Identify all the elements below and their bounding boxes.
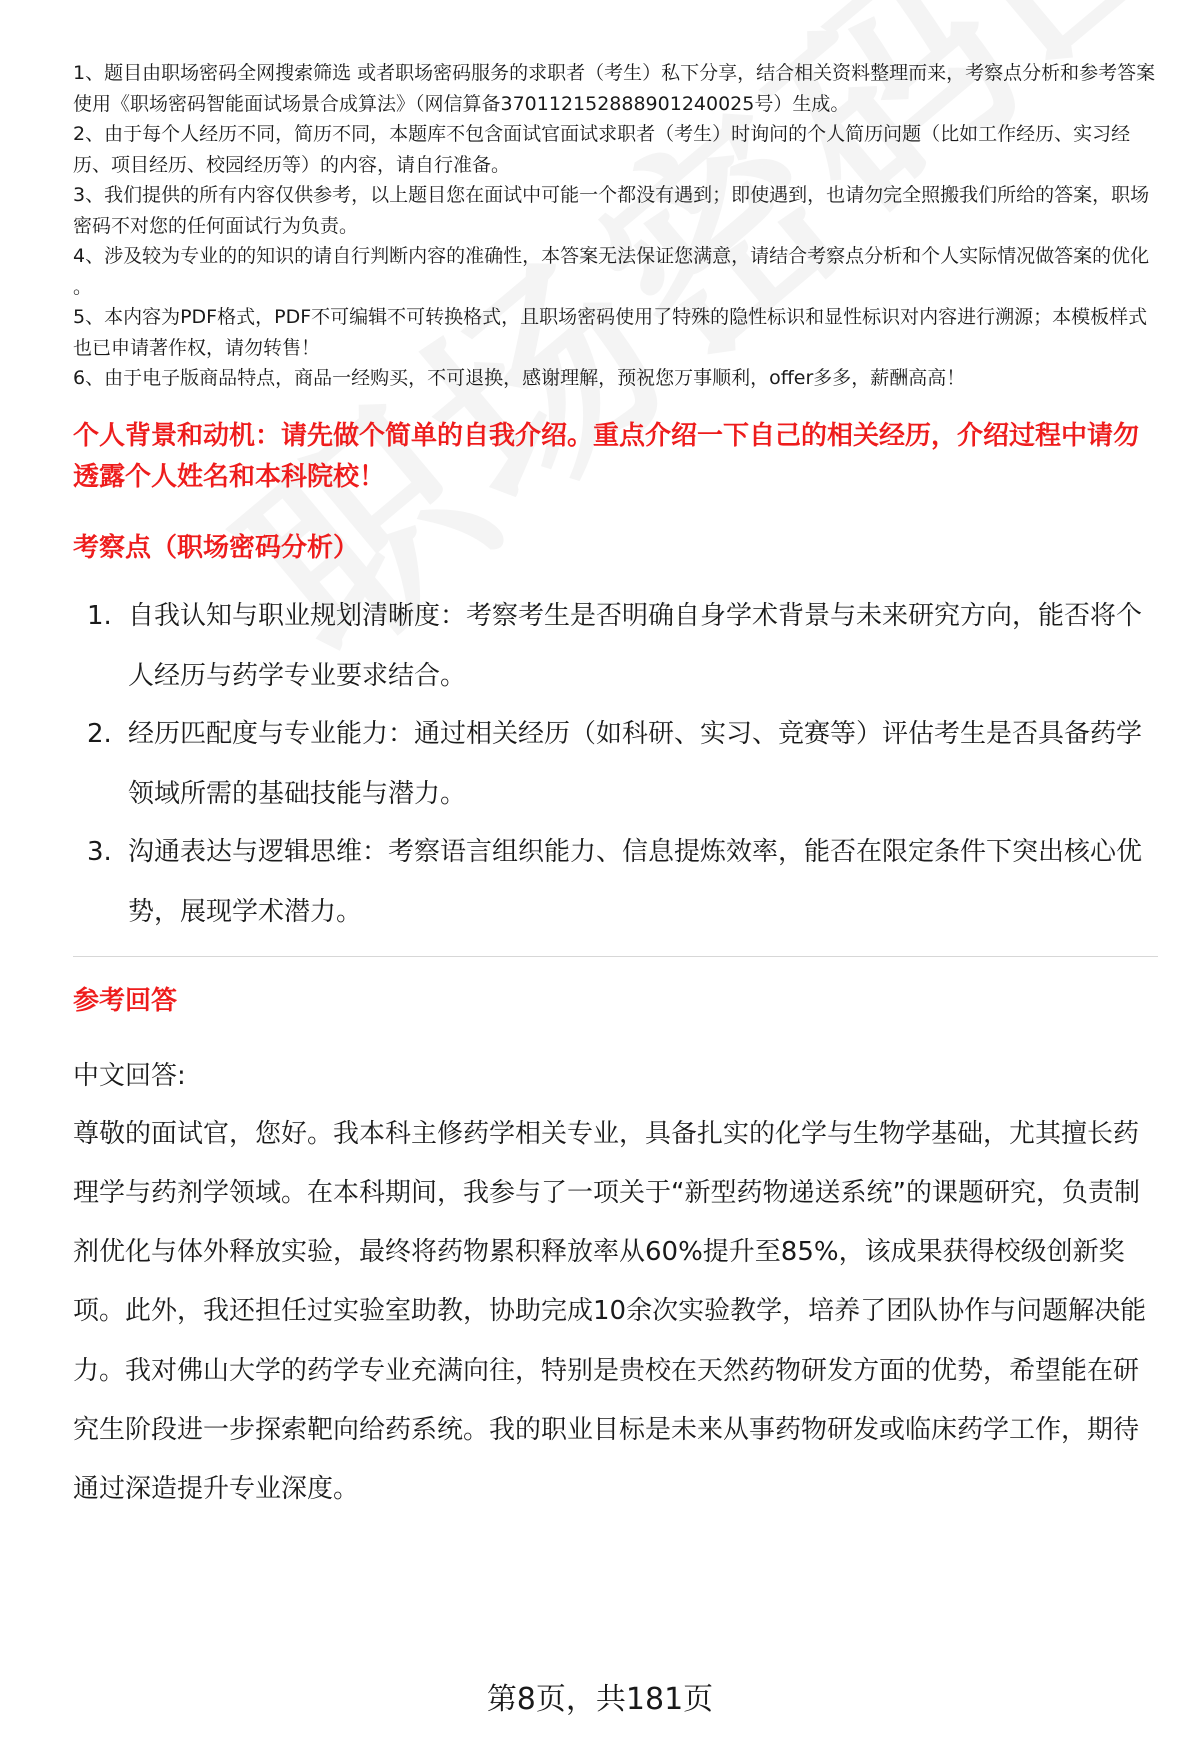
disclaimer-block (73, 58, 1158, 394)
point-item (73, 822, 1158, 942)
question-title: 个人背景和动机：请先做个简单的自我介绍。重点介绍一下自己的相关经历，介绍过程中请勿透露个人姓名和本科院校！ (73, 420, 1140, 492)
disclaimer-item: 3、我们提供的所有内容仅供参考，以上题目您在面试中可能一个都没有遇到；即使遇到，也请勿完全照搬我们所给的答案，职场密码不对您的任何面试行为负责。 (73, 184, 1150, 237)
answer-heading: 参考回答 (73, 985, 178, 1016)
points-heading: 考察点（职场密码分析） (73, 532, 360, 563)
section-divider (73, 956, 1158, 957)
point-number: 1. (87, 600, 112, 631)
point-item (73, 704, 1158, 824)
disclaimer-item: 4、涉及较为专业的的知识的请自行判断内容的准确性，本答案无法保证您满意，请结合考察点分析和个人实际情况做答案的优化 。 (73, 245, 1150, 298)
page-footer: 第8页，共181页 (486, 1682, 714, 1717)
point-number: 2. (87, 718, 112, 749)
disclaimer-item: 1、题目由职场密码全网搜索筛选 或者职场密码服务的求职者（考生）私下分享，结合相关资料整理而来，考察点分析和参考答案使用《职场密码智能面试场景合成算法》（网信算备370112152888901240025号）生成。 (73, 62, 1156, 115)
point-number: 3. (87, 836, 112, 867)
point-text: 自我认知与职业规划清晰度：考察考生是否明确自身学术背景与未来研究方向，能否将个人经历与药学专业要求结合。 (128, 600, 1143, 691)
disclaimer-item: 2、由于每个人经历不同，简历不同，本题库不包含面试官面试求职者（考生）时询问的个人简历问题（比如工作经历、实习经历、项目经历、校园经历等）的内容，请自行准备。 (73, 123, 1131, 176)
document-body (73, 58, 1158, 1520)
answer-body: 尊敬的面试官，您好。我本科主修药学相关专业，具备扎实的化学与生物学基础，尤其擅长药理学与药剂学领域。在本科期间，我参与了一项关于“新型药物递送系统”的课题研究，负责制剂优化与体外释放实验，最终将药物累积释放率从60%提升至85%，该成果获得校级创新奖项。此外，我还担任过实验室助教，协助完成10余次实验教学，培养了团队协作与问题解决能力。我对佛山大学的药学专业充满向往，特别是贵校在天然药物研发方面的优势，希望能在研究生阶段进一步探索靶向给药系统。我的职业目标是未来从事药物研发或临床药学工作，期待通过深造提升专业深度。 (73, 1118, 1147, 1505)
point-text: 沟通表达与逻辑思维：考察语言组织能力、信息提炼效率，能否在限定条件下突出核心优势，展现学术潜力。 (128, 836, 1143, 927)
point-item (73, 586, 1158, 706)
points-list (73, 586, 1158, 942)
disclaimer-item: 5、本内容为PDF格式，PDF不可编辑不可转换格式，且职场密码使用了特殊的隐性标识和显性标识对内容进行溯源；本模板样式也已申请著作权，请勿转售！ (73, 306, 1148, 359)
disclaimer-item: 6、由于电子版商品特点，商品一经购买，不可退换，感谢理解，预祝您万事顺利，offer多多，薪酬高高！ (73, 367, 966, 389)
answer-label: 中文回答: (73, 1060, 186, 1091)
point-text: 经历匹配度与专业能力：通过相关经历（如科研、实习、竞赛等）评估考生是否具备药学领域所需的基础技能与潜力。 (128, 718, 1143, 809)
